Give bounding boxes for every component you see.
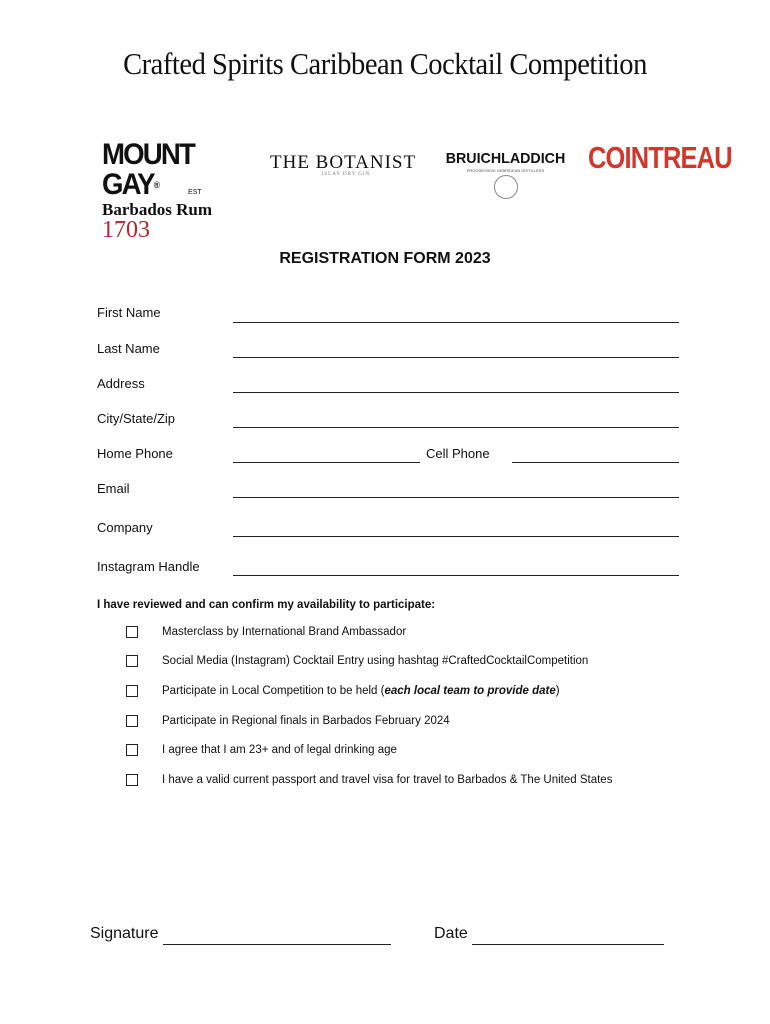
- registered-mark: ®: [153, 180, 159, 190]
- form-title: REGISTRATION FORM 2023: [279, 250, 491, 267]
- cell-phone-field[interactable]: [512, 462, 679, 463]
- botanist-logo: [270, 152, 422, 177]
- company-label: Company: [97, 520, 153, 535]
- checkbox-label-after: ): [555, 685, 560, 697]
- checkbox-row-masterclass: [126, 626, 686, 642]
- regional-finals-checkbox[interactable]: [126, 715, 138, 727]
- first-name-field[interactable]: [233, 322, 679, 323]
- bruichladdich-logo-name: BRUICHLADDICH: [445, 150, 566, 167]
- mount-gay-logo-name: MOUNT GAY: [102, 138, 194, 201]
- local-competition-checkbox[interactable]: [126, 685, 138, 697]
- checkbox-label: I agree that I am 23+ and of legal drinking age: [162, 744, 397, 756]
- city-state-zip-field[interactable]: [233, 427, 679, 428]
- company-field[interactable]: [233, 536, 679, 537]
- checkbox-row-regional-finals: [126, 715, 686, 731]
- email-field[interactable]: [233, 497, 679, 498]
- checkbox-label: Masterclass by International Brand Ambassador: [162, 626, 407, 638]
- home-phone-label: Home Phone: [97, 446, 173, 461]
- botanist-logo-sub: ISLAY DRY GIN: [321, 172, 371, 177]
- seal-icon: [494, 175, 518, 199]
- checkbox-label: Social Media (Instagram) Cocktail Entry using hashtag #CraftedCocktailCompetition: [162, 655, 589, 667]
- checkbox-row-social-media: [126, 655, 686, 671]
- address-label: Address: [97, 376, 145, 391]
- instagram-handle-field[interactable]: [233, 575, 679, 576]
- checkbox-label: [162, 685, 560, 697]
- checkbox-label: Participate in Regional finals in Barbados February 2024: [162, 715, 450, 727]
- instagram-handle-label: Instagram Handle: [97, 559, 200, 574]
- legal-age-checkbox[interactable]: [126, 744, 138, 756]
- address-field[interactable]: [233, 392, 679, 393]
- passport-checkbox[interactable]: [126, 774, 138, 786]
- checkbox-label: I have a valid current passport and travel visa for travel to Barbados & The United States: [162, 774, 613, 786]
- signature-field[interactable]: [163, 944, 391, 945]
- confirm-heading: I have reviewed and can confirm my availability to participate:: [97, 599, 436, 611]
- checkbox-label-emphasis: each local team to provide date: [384, 685, 556, 697]
- date-label: Date: [434, 925, 468, 942]
- checkbox-row-local-competition: [126, 685, 686, 701]
- social-media-checkbox[interactable]: [126, 655, 138, 667]
- botanist-logo-name: THE BOTANIST: [270, 152, 417, 173]
- mount-gay-logo-est: EST: [188, 189, 202, 196]
- cell-phone-label: Cell Phone: [426, 446, 490, 461]
- masterclass-checkbox[interactable]: [126, 626, 138, 638]
- date-field[interactable]: [472, 944, 664, 945]
- signature-label: Signature: [90, 925, 159, 942]
- mount-gay-logo: [102, 138, 262, 243]
- email-label: Email: [97, 481, 130, 496]
- home-phone-field[interactable]: [233, 462, 420, 463]
- mount-gay-logo-year: 1703: [102, 217, 150, 243]
- bruichladdich-logo-sub: PROGRESSIVE HEBRIDEAN DISTILLERS: [466, 168, 545, 173]
- mount-gay-logo-sub: Barbados Rum: [102, 200, 213, 219]
- checkbox-label-before: Participate in Local Competition to be held (: [162, 685, 385, 697]
- page-title: Crafted Spirits Caribbean Cocktail Competition: [123, 46, 647, 81]
- first-name-label: First Name: [97, 305, 161, 320]
- checkbox-row-legal-age: [126, 744, 686, 760]
- cointreau-logo: COINTREAU: [588, 140, 732, 175]
- checkbox-row-passport: [126, 774, 686, 790]
- last-name-field[interactable]: [233, 357, 679, 358]
- bruichladdich-logo: [438, 150, 573, 199]
- city-state-zip-label: City/State/Zip: [97, 411, 176, 426]
- last-name-label: Last Name: [97, 341, 160, 356]
